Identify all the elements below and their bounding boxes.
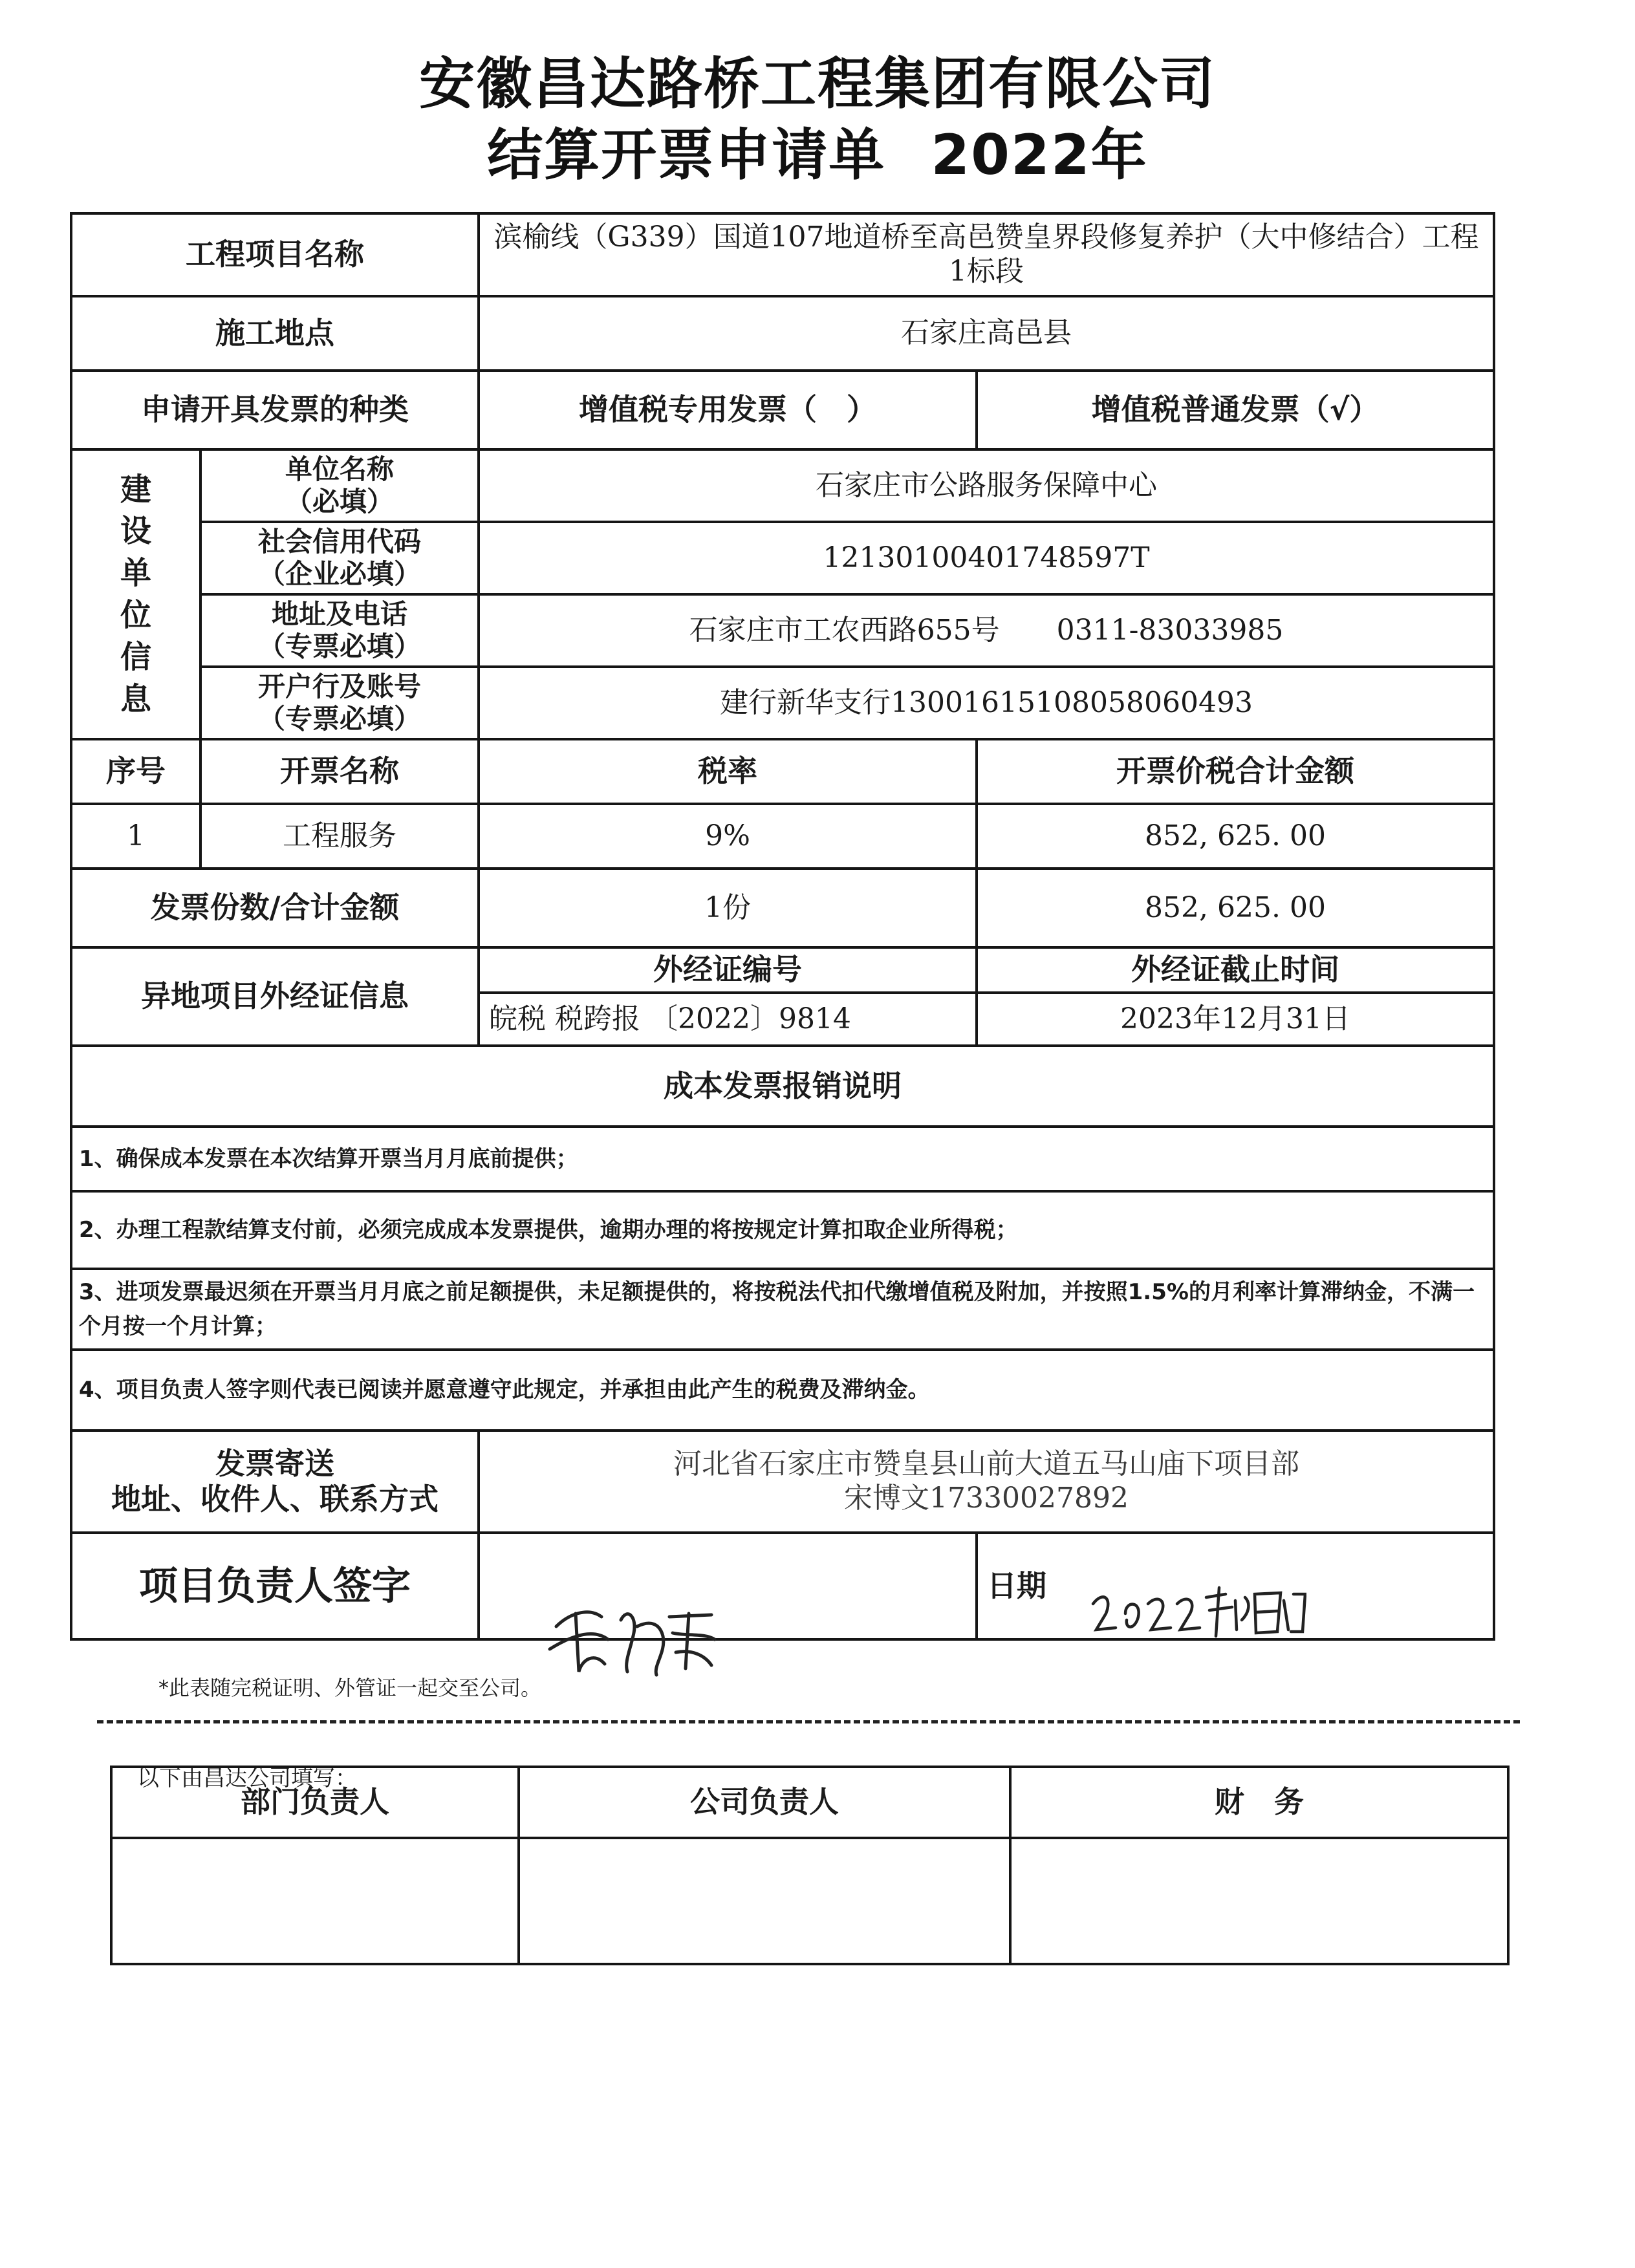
permit-number-header: 外经证编号 [479,947,977,993]
item-amount: 852, 625. 00 [977,804,1494,869]
address-label-1: 地址及电话 [271,598,407,630]
date-label: 日期 [987,1568,1046,1603]
item-tax-rate: 9% [479,804,977,869]
project-name-value: 滨榆线（G339）国道107地道桥至高邑赞皇界段修复养护（大中修结合）工程1标段 [479,213,1494,296]
permit-number-value: 皖税 税跨报 〔2022〕9814 [479,993,977,1046]
company-section-intro: 以下由昌达公司填写： [137,1766,357,1791]
bank-value: 建行新华支行13001615108058060493 [479,667,1494,739]
cost-note-1: 1、确保成本发票在本次结算开票当月月底前提供； [71,1127,1494,1191]
items-header-seq: 序号 [71,739,200,804]
unit-name-label-2: （必填） [285,486,394,517]
item-name: 工程服务 [200,804,479,869]
cost-note-4: 4、项目负责人签字则代表已阅读并愿意遵守此规定，并承担由此产生的税费及滞纳金。 [71,1350,1494,1431]
items-header-tax-rate: 税率 [479,739,977,804]
bank-label-2: （专票必填） [257,703,421,735]
form-title-text: 结算开票申请单 [487,123,886,188]
cut-line-divider [97,1720,1520,1723]
dept-head-header: 部门负责人 [111,1767,519,1838]
handwritten-date [1087,1575,1306,1646]
mailing-label-2: 地址、收件人、联系方式 [111,1482,439,1517]
footnote: *此表随完税证明、外管证一起交至公司。 [158,1676,542,1700]
builder-info-label [71,449,200,739]
site-value: 石家庄高邑县 [479,296,1494,371]
finance-header: 财 务 [1010,1767,1508,1838]
address-label [200,594,479,667]
project-name-label: 工程项目名称 [71,213,479,296]
builder-info-text: 建设单位信息 [120,471,151,717]
credit-code-label-2: （企业必填） [257,558,421,590]
item-row [71,804,1494,869]
form-year: 2022年 [931,123,1148,188]
permit-deadline-value: 2023年12月31日 [977,993,1494,1046]
company-head-sign-cell[interactable] [519,1838,1010,1964]
bank-label [200,667,479,739]
company-head-header: 公司负责人 [519,1767,1010,1838]
credit-code-value: 12130100401748597T [479,522,1494,594]
signature-label: 项目负责人签字 [71,1533,479,1639]
dept-head-sign-cell[interactable] [111,1838,519,1964]
handwritten-signature [530,1588,724,1685]
credit-code-label [200,522,479,594]
company-title: 安徽昌达路桥工程集团有限公司 [419,52,1216,116]
settlement-invoice-form [70,212,1495,1641]
mailing-value-1: 河北省石家庄市赞皇县山前大道五马山庙下项目部 [673,1447,1299,1481]
mailing-label [71,1431,479,1533]
unit-name-label-1: 单位名称 [285,453,394,485]
cost-note-3: 3、进项发票最迟须在开票当月月底之前足额提供，未足额提供的，将按税法代扣代缴增值税及附加，并按照1.5%的月利率计算滞纳金，不满一个月按一个月计算； [71,1269,1494,1350]
unit-name-value: 石家庄市公路服务保障中心 [479,449,1494,522]
items-header-amount: 开票价税合计金额 [977,739,1494,804]
mailing-label-1: 发票寄送 [215,1445,334,1481]
site-label: 施工地点 [71,296,479,371]
bank-label-1: 开户行及账号 [257,670,421,702]
item-seq: 1 [71,804,200,869]
cost-notes-title: 成本发票报销说明 [71,1046,1494,1127]
credit-code-label-1: 社会信用代码 [257,525,421,557]
mailing-value-2: 宋博文17330027892 [844,1482,1129,1515]
cost-note-2: 2、办理工程款结算支付前，必须完成成本发票提供，逾期办理的将按规定计算扣取企业所得税； [71,1191,1494,1269]
invoice-type-label: 申请开具发票的种类 [71,371,479,449]
totals-label: 发票份数/合计金额 [71,869,479,947]
form-title [0,110,1635,190]
invoice-type-special: 增值税专用发票（ ） [479,371,977,449]
mailing-value [479,1431,1494,1533]
unit-name-label [200,449,479,522]
address-label-2: （专票必填） [257,631,421,662]
permit-label: 异地项目外经证信息 [71,947,479,1046]
invoice-type-normal: 增值税普通发票（√） [977,371,1494,449]
permit-deadline-header: 外经证截止时间 [977,947,1494,993]
totals-amount: 852, 625. 00 [977,869,1494,947]
finance-sign-cell[interactable] [1010,1838,1508,1964]
items-header-name: 开票名称 [200,739,479,804]
address-value: 石家庄市工农西路655号 0311-83033985 [479,594,1494,667]
totals-copies: 1份 [479,869,977,947]
company-approval-table [110,1766,1510,1965]
